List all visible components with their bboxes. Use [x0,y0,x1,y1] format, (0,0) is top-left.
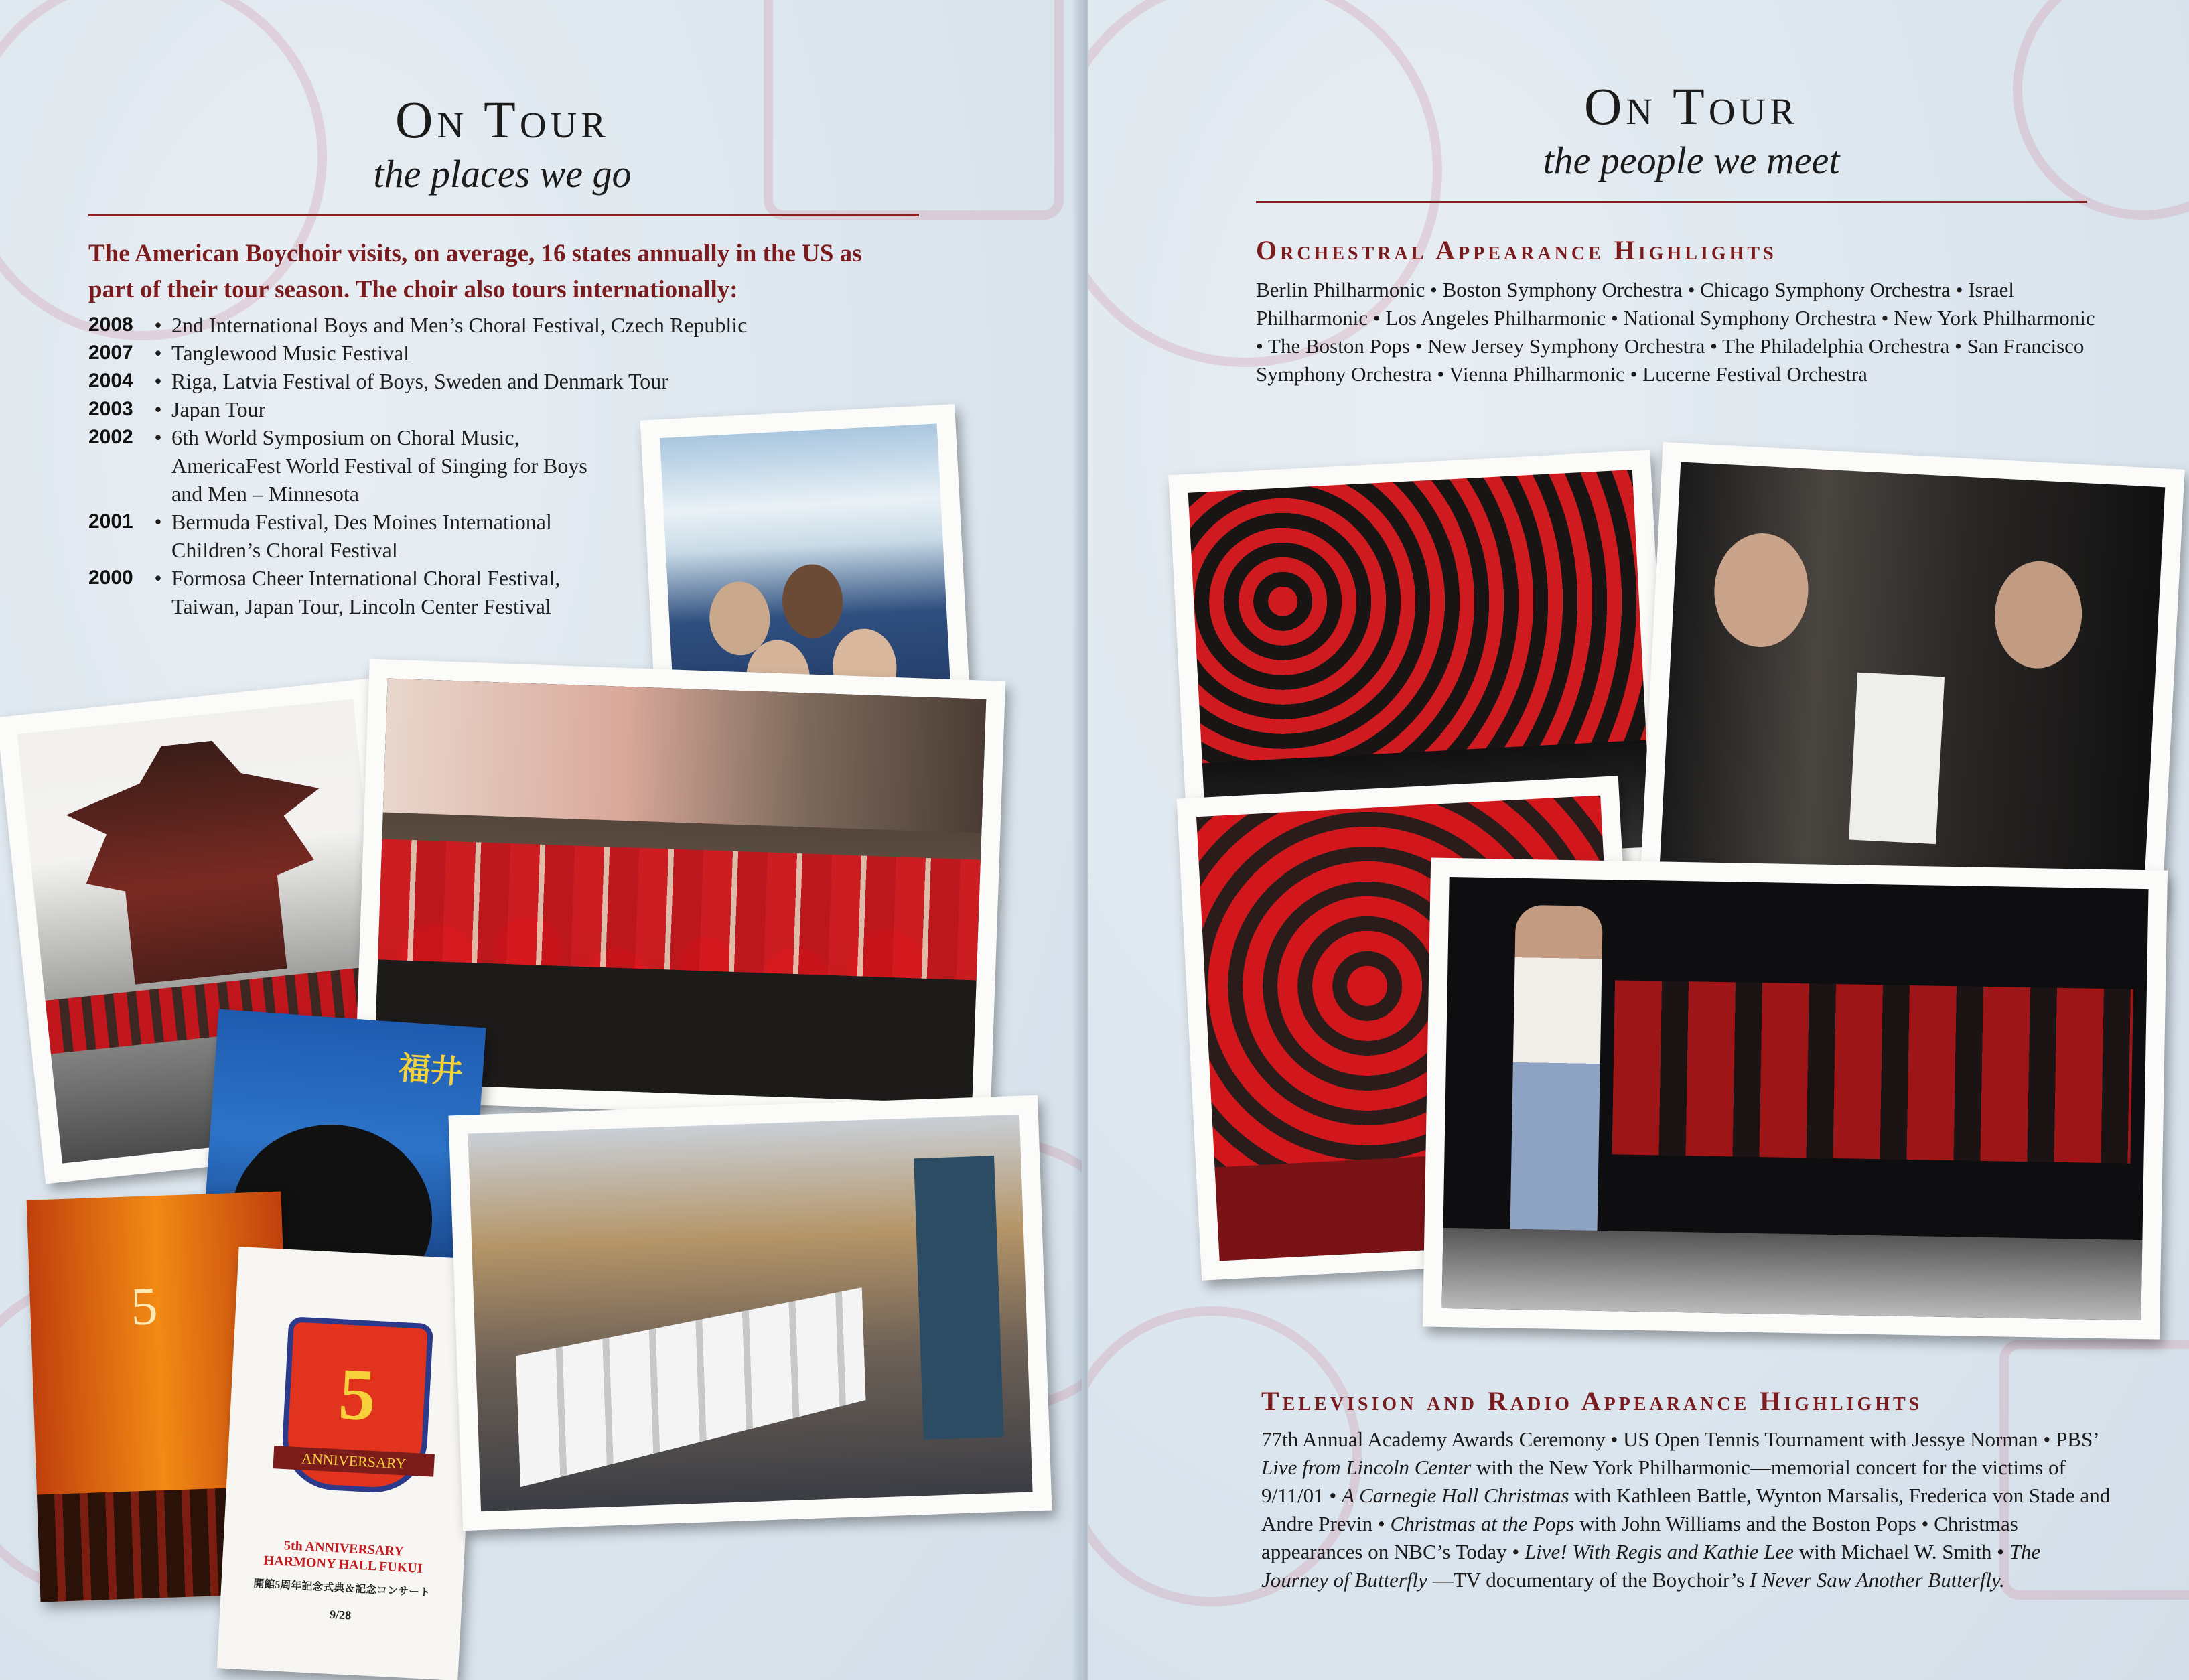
tour-row [88,564,611,620]
face-shape [1992,559,2085,671]
tour-row [88,339,892,367]
title-rule [1256,201,2087,203]
tv-program-title: The Journey of Butterfly [1261,1540,2041,1592]
tour-year: 2000 [88,567,133,589]
tv-program-title: I Never Saw Another Butterfly. [1749,1568,2005,1592]
poster-number: 5 [129,1277,159,1337]
phone-booth [914,1156,1004,1440]
tv-text: 77th Annual Academy Awards Ceremony • US Open Tennis Tournament with Jessye Norman • PBS’ [1261,1427,2099,1451]
tv-program-title: A Carnegie Hall Christmas [1341,1484,1569,1507]
page-subtitle: the places we go [373,152,632,196]
tour-text: Tanglewood Music Festival [171,341,410,365]
photo-handshake [1640,442,2184,911]
tour-year: 2001 [88,510,133,533]
stage-steps [1441,1228,2142,1320]
bullet: • [154,425,162,449]
face-shape [780,563,845,640]
right-page [1088,0,2189,1680]
title-rule [88,214,919,216]
page-title: On Tour [395,90,610,149]
bullet: • [154,313,162,337]
tour-row [88,423,611,508]
tv-text: with the New York Philharmonic—memorial concert for the victims of 9/11/01 • [1261,1456,2066,1507]
poster-kanji: 福井 [397,1050,464,1091]
tv-program-title: Christmas at the Pops [1390,1512,1575,1535]
bullet: • [154,341,162,365]
background-stamp [764,0,1064,220]
photo-image [1660,462,2166,891]
tour-row [88,311,892,339]
bullet: • [154,397,162,421]
tour-year: 2004 [88,370,133,392]
red-shirt-row [378,839,981,980]
bullet: • [154,566,162,590]
white-robes [514,1287,868,1487]
poster-caption [220,1534,465,1628]
poster-caption-line: 5th ANNIVERSARY [283,1538,405,1559]
tour-text: Japan Tour [171,397,266,421]
tour-row [88,508,611,564]
tv-heading: Television and Radio Appearance Highlights [1261,1386,1923,1416]
poster-anniversary [217,1247,480,1680]
page-title: On Tour [1584,77,1798,135]
anniversary-crest [280,1316,433,1495]
tour-text: 2nd International Boys and Men’s Choral Festival, Czech Republic [171,313,748,337]
poster-date: 9/28 [329,1608,352,1622]
tour-text: 6th World Symposium on Choral Music, AmericaFest World Festival of Singing for Boys and Men – Minnesota [171,425,587,506]
page-subtitle: the people we meet [1543,139,1840,182]
orchestral-heading: Orchestral Appearance Highlights [1256,235,1777,265]
background-stamp [2013,0,2189,220]
left-page [0,0,1082,1680]
singer-figure [1509,905,1603,1281]
tour-text: Formosa Cheer International Choral Festival, Taiwan, Japan Tour, Lincoln Center Festival [171,566,561,618]
bullet: • [154,510,162,534]
tour-intro: The American Boychoir visits, on average, 16 states annually in the US as part of their tour season. The choir also tours internationally: [88,240,862,303]
white-robe [1849,673,1945,844]
pagoda-shape [60,730,338,990]
tour-year: 2008 [88,313,133,336]
tv-text: with John Williams and the Boston Pops • Christmas appearances on NBC’s Today • [1261,1512,2018,1563]
tv-text: with Kathleen Battle, Wynton Marsalis, Frederica von Stade and Andre Previn • [1261,1484,2111,1535]
bullet: • [154,369,162,393]
face-shape [1711,531,1811,649]
left-page-title [248,90,757,196]
poster-caption-line: 開館5周年記念式典＆記念コンサート [253,1578,431,1599]
tv-text: with Michael W. Smith • [1794,1540,2009,1563]
choir-row [1612,980,2133,1163]
tour-year: 2007 [88,342,133,364]
crest-banner: ANNIVERSARY [273,1446,434,1477]
tour-text: Bermuda Festival, Des Moines International Children’s Choral Festival [171,510,552,562]
crest-number: 5 [336,1352,378,1436]
tour-year: 2002 [88,426,133,448]
photo-street-procession [448,1095,1052,1531]
tour-row [88,367,892,395]
poster-caption-line: HARMONY HALL FUKUI [263,1553,423,1576]
tv-program-title: Live from Lincoln Center [1261,1456,1472,1479]
tv-program-title: Live! With Regis and Kathie Lee [1524,1540,1794,1563]
photo-image [468,1115,1032,1511]
tv-list [1261,1425,2112,1594]
photo-image [1441,877,2148,1320]
tour-text: Riga, Latvia Festival of Boys, Sweden and Denmark Tour [171,369,668,393]
orchestral-list: Berlin Philharmonic • Boston Symphony Orchestra • Chicago Symphony Orchestra • Israel Philharmonic • Los Angeles Philharmonic • National Symphony Orchestra • New York Philharmonic • The Boston Pops • New Jersey Symphony Orchestra • The Philadelphia Orchestra • San Francisco Symphony Orchestra • Vienna Philharmonic • Lucerne Festival Orchestra [1256,278,2095,386]
building-backdrop [383,679,986,833]
tv-text: —TV documentary of the Boychoir’s [1427,1568,1750,1592]
right-page-title [1437,77,1946,182]
photo-stage-performance [1423,857,2168,1339]
tour-year: 2003 [88,398,133,420]
